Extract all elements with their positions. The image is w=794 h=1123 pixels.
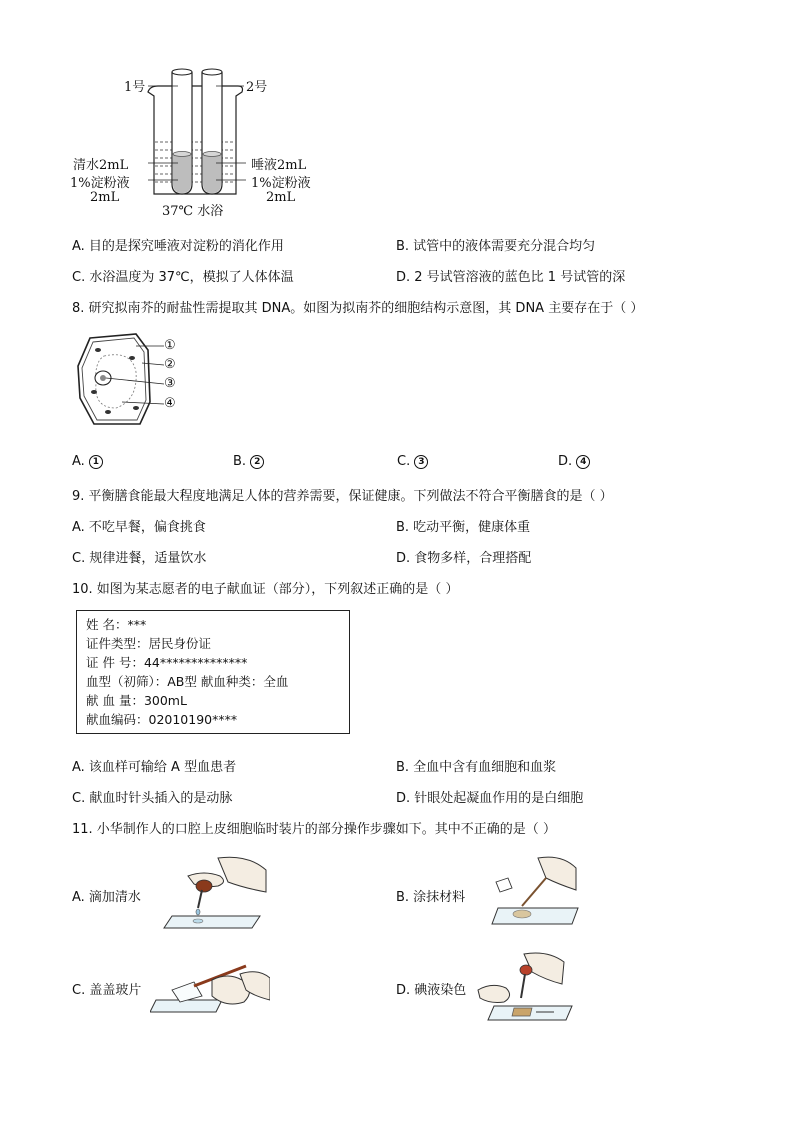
q7-option-d[interactable]: D. 2 号试管溶液的蓝色比 1 号试管的深 [396, 270, 626, 285]
q8-option-c[interactable] [397, 454, 428, 469]
q10-option-d[interactable]: D. 针眼处起凝血作用的是白细胞 [396, 791, 584, 806]
blood-donation-card [76, 610, 350, 734]
q7-option-c[interactable]: C. 水浴温度为 37℃，模拟了人体体温 [72, 270, 294, 285]
q8-option-d[interactable] [558, 454, 590, 469]
q8-option-a-mark: 1 [89, 455, 103, 469]
q11-option-c[interactable]: C. 盖盖玻片 [72, 983, 142, 998]
tube-2-label: 2号 [246, 80, 268, 95]
q9-option-a[interactable]: A. 不吃早餐，偏食挑食 [72, 520, 206, 535]
q8-option-a[interactable] [72, 454, 103, 469]
card-name: 姓 名：*** [86, 617, 147, 632]
right-label-starch: 1%淀粉液 [251, 176, 311, 191]
q8-option-a-letter: A. [72, 454, 85, 469]
q9-option-c[interactable]: C. 规律进餐，适量饮水 [72, 551, 207, 566]
q7-option-a[interactable]: A. 目的是探究唾液对淀粉的消化作用 [72, 239, 284, 254]
q8-option-c-letter: C. [397, 454, 411, 469]
q8-option-c-mark: 3 [414, 455, 428, 469]
q8-option-b[interactable] [233, 454, 264, 469]
q7-option-b[interactable]: B. 试管中的液体需要充分混合均匀 [396, 239, 596, 254]
coverslip-illustration [150, 960, 270, 1020]
dropper-water-illustration [148, 852, 268, 932]
q8-option-d-letter: D. [558, 454, 573, 469]
smear-material-illustration [488, 854, 584, 934]
card-id-number: 证 件 号：44************** [86, 655, 248, 670]
left-label-volume: 2mL [90, 190, 120, 205]
cell-label-2: ② [164, 357, 176, 372]
q11-option-b[interactable]: B. 涂抹材料 [396, 890, 466, 905]
q10-stem: 10. 如图为某志愿者的电子献血证（部分），下列叙述正确的是（ ） [72, 582, 459, 597]
q10-option-c[interactable]: C. 献血时针头插入的是动脉 [72, 791, 233, 806]
cell-label-3: ③ [164, 376, 176, 391]
q11-stem: 11. 小华制作人的口腔上皮细胞临时装片的部分操作步骤如下。其中不正确的是（ ） [72, 822, 556, 837]
q8-option-b-mark: 2 [250, 455, 264, 469]
q10-option-a[interactable]: A. 该血样可输给 A 型血患者 [72, 760, 237, 775]
q8-option-b-letter: B. [233, 454, 247, 469]
q11-option-a[interactable]: A. 滴加清水 [72, 890, 141, 905]
q8-option-d-mark: 4 [576, 455, 590, 469]
tube-1-label: 1号 [124, 80, 146, 95]
q9-stem: 9. 平衡膳食能最大程度地满足人体的营养需要，保证健康。下列做法不符合平衡膳食的是（ ） [72, 489, 613, 504]
cell-label-1: ① [164, 338, 176, 353]
card-id-type: 证件类型：居民身份证 [86, 636, 212, 651]
q9-option-d[interactable]: D. 食物多样，合理搭配 [396, 551, 532, 566]
left-label-starch: 1%淀粉液 [70, 176, 130, 191]
card-volume: 献 血 量：300mL [86, 693, 187, 708]
card-blood-type: 血型（初筛）：AB型 献血种类：全血 [86, 674, 289, 689]
right-label-saliva: 唾液2mL [251, 158, 307, 173]
left-label-water: 清水2mL [73, 158, 129, 173]
right-label-volume: 2mL [266, 190, 296, 205]
q9-option-b[interactable]: B. 吃动平衡，健康体重 [396, 520, 531, 535]
iodine-stain-illustration [476, 950, 582, 1026]
q11-option-d[interactable]: D. 碘液染色 [396, 983, 467, 998]
card-code: 献血编码：02010190**** [86, 712, 238, 727]
q8-stem: 8. 研究拟南芥的耐盐性需提取其 DNA。如图为拟南芥的细胞结构示意图，其 DNA 主要存在于（ ） [72, 301, 644, 316]
water-bath-label: 37℃ 水浴 [162, 204, 224, 219]
cell-label-4: ④ [164, 396, 176, 411]
q10-option-b[interactable]: B. 全血中含有血细胞和血浆 [396, 760, 557, 775]
